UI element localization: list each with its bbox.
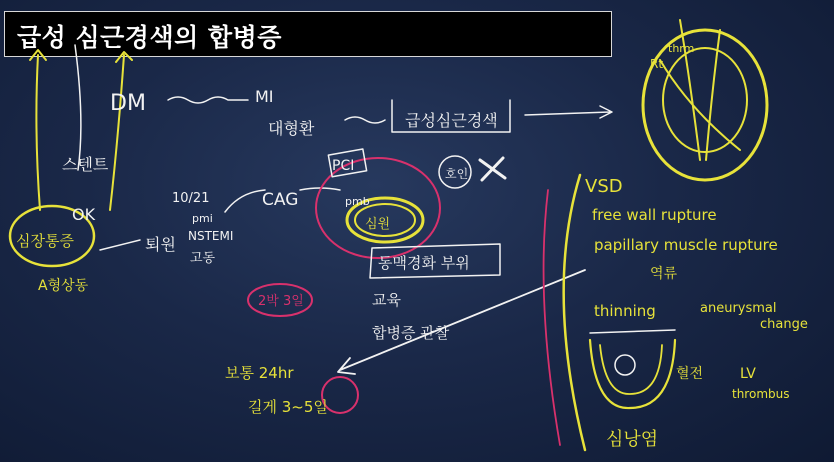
recurrence-text: 고동 [190, 251, 216, 266]
pci-text: PCI [332, 158, 355, 174]
education-text: 교육 [372, 291, 401, 309]
stent-text: 스텐트 [62, 155, 109, 174]
thrombus-text: 혈전 [676, 366, 704, 382]
thrombus-en-text: thrombus [732, 387, 790, 401]
long-text: 길게 3~5일 [248, 398, 328, 416]
lv-text: LV [740, 366, 756, 382]
thinning-text: thinning [594, 302, 656, 320]
dm-text: DM [110, 91, 146, 116]
heart-sketch [643, 30, 767, 180]
usual-text: 보통 24hr [225, 364, 294, 382]
cag-text: CAG [262, 190, 299, 210]
pt-group-text: 대형환 [268, 119, 315, 138]
page-title: 급성 심근경색의 합병증 [17, 23, 282, 52]
acute-mi-text: 급성심근경색 [405, 111, 498, 130]
ok-text: OK [72, 205, 96, 224]
arrow-up-2 [110, 55, 124, 210]
free-wall-text: free wall rupture [592, 206, 717, 224]
arrow-label-text: A형상동 [38, 278, 89, 294]
nstemi-text: NSTEMI [188, 229, 234, 243]
discharge-text: 퇴원 [145, 235, 176, 254]
pericarditis-text: 심낭염 [606, 429, 659, 450]
regurg-text: 역류 [650, 266, 678, 282]
chest-pain-text: 심장통증 [16, 232, 74, 250]
pmi-text: pmi [192, 212, 213, 225]
trigger-text: 호인 [445, 167, 469, 181]
aneurysmal-text: aneurysmal [700, 301, 777, 316]
days-text: 2박 3일 [258, 294, 304, 309]
rt-text: Rt [650, 57, 664, 71]
hmm-text: 심원 [365, 217, 391, 232]
change-text: change [760, 317, 808, 332]
date-text: 10/21 [172, 191, 210, 206]
vsd-text: VSD [585, 176, 623, 197]
complication-text: 합병증 관찰 [372, 324, 450, 342]
pmb-text: pmb [345, 195, 370, 208]
arrow-up-1 [36, 55, 40, 210]
heart-rate-text: 동맥경화 부위 [378, 254, 470, 272]
yellow-bracket [564, 175, 585, 450]
papillary-text: papillary muscle rupture [594, 236, 778, 254]
mi-text: MI [255, 87, 274, 106]
thrombus-label-text: thrm [668, 42, 695, 55]
